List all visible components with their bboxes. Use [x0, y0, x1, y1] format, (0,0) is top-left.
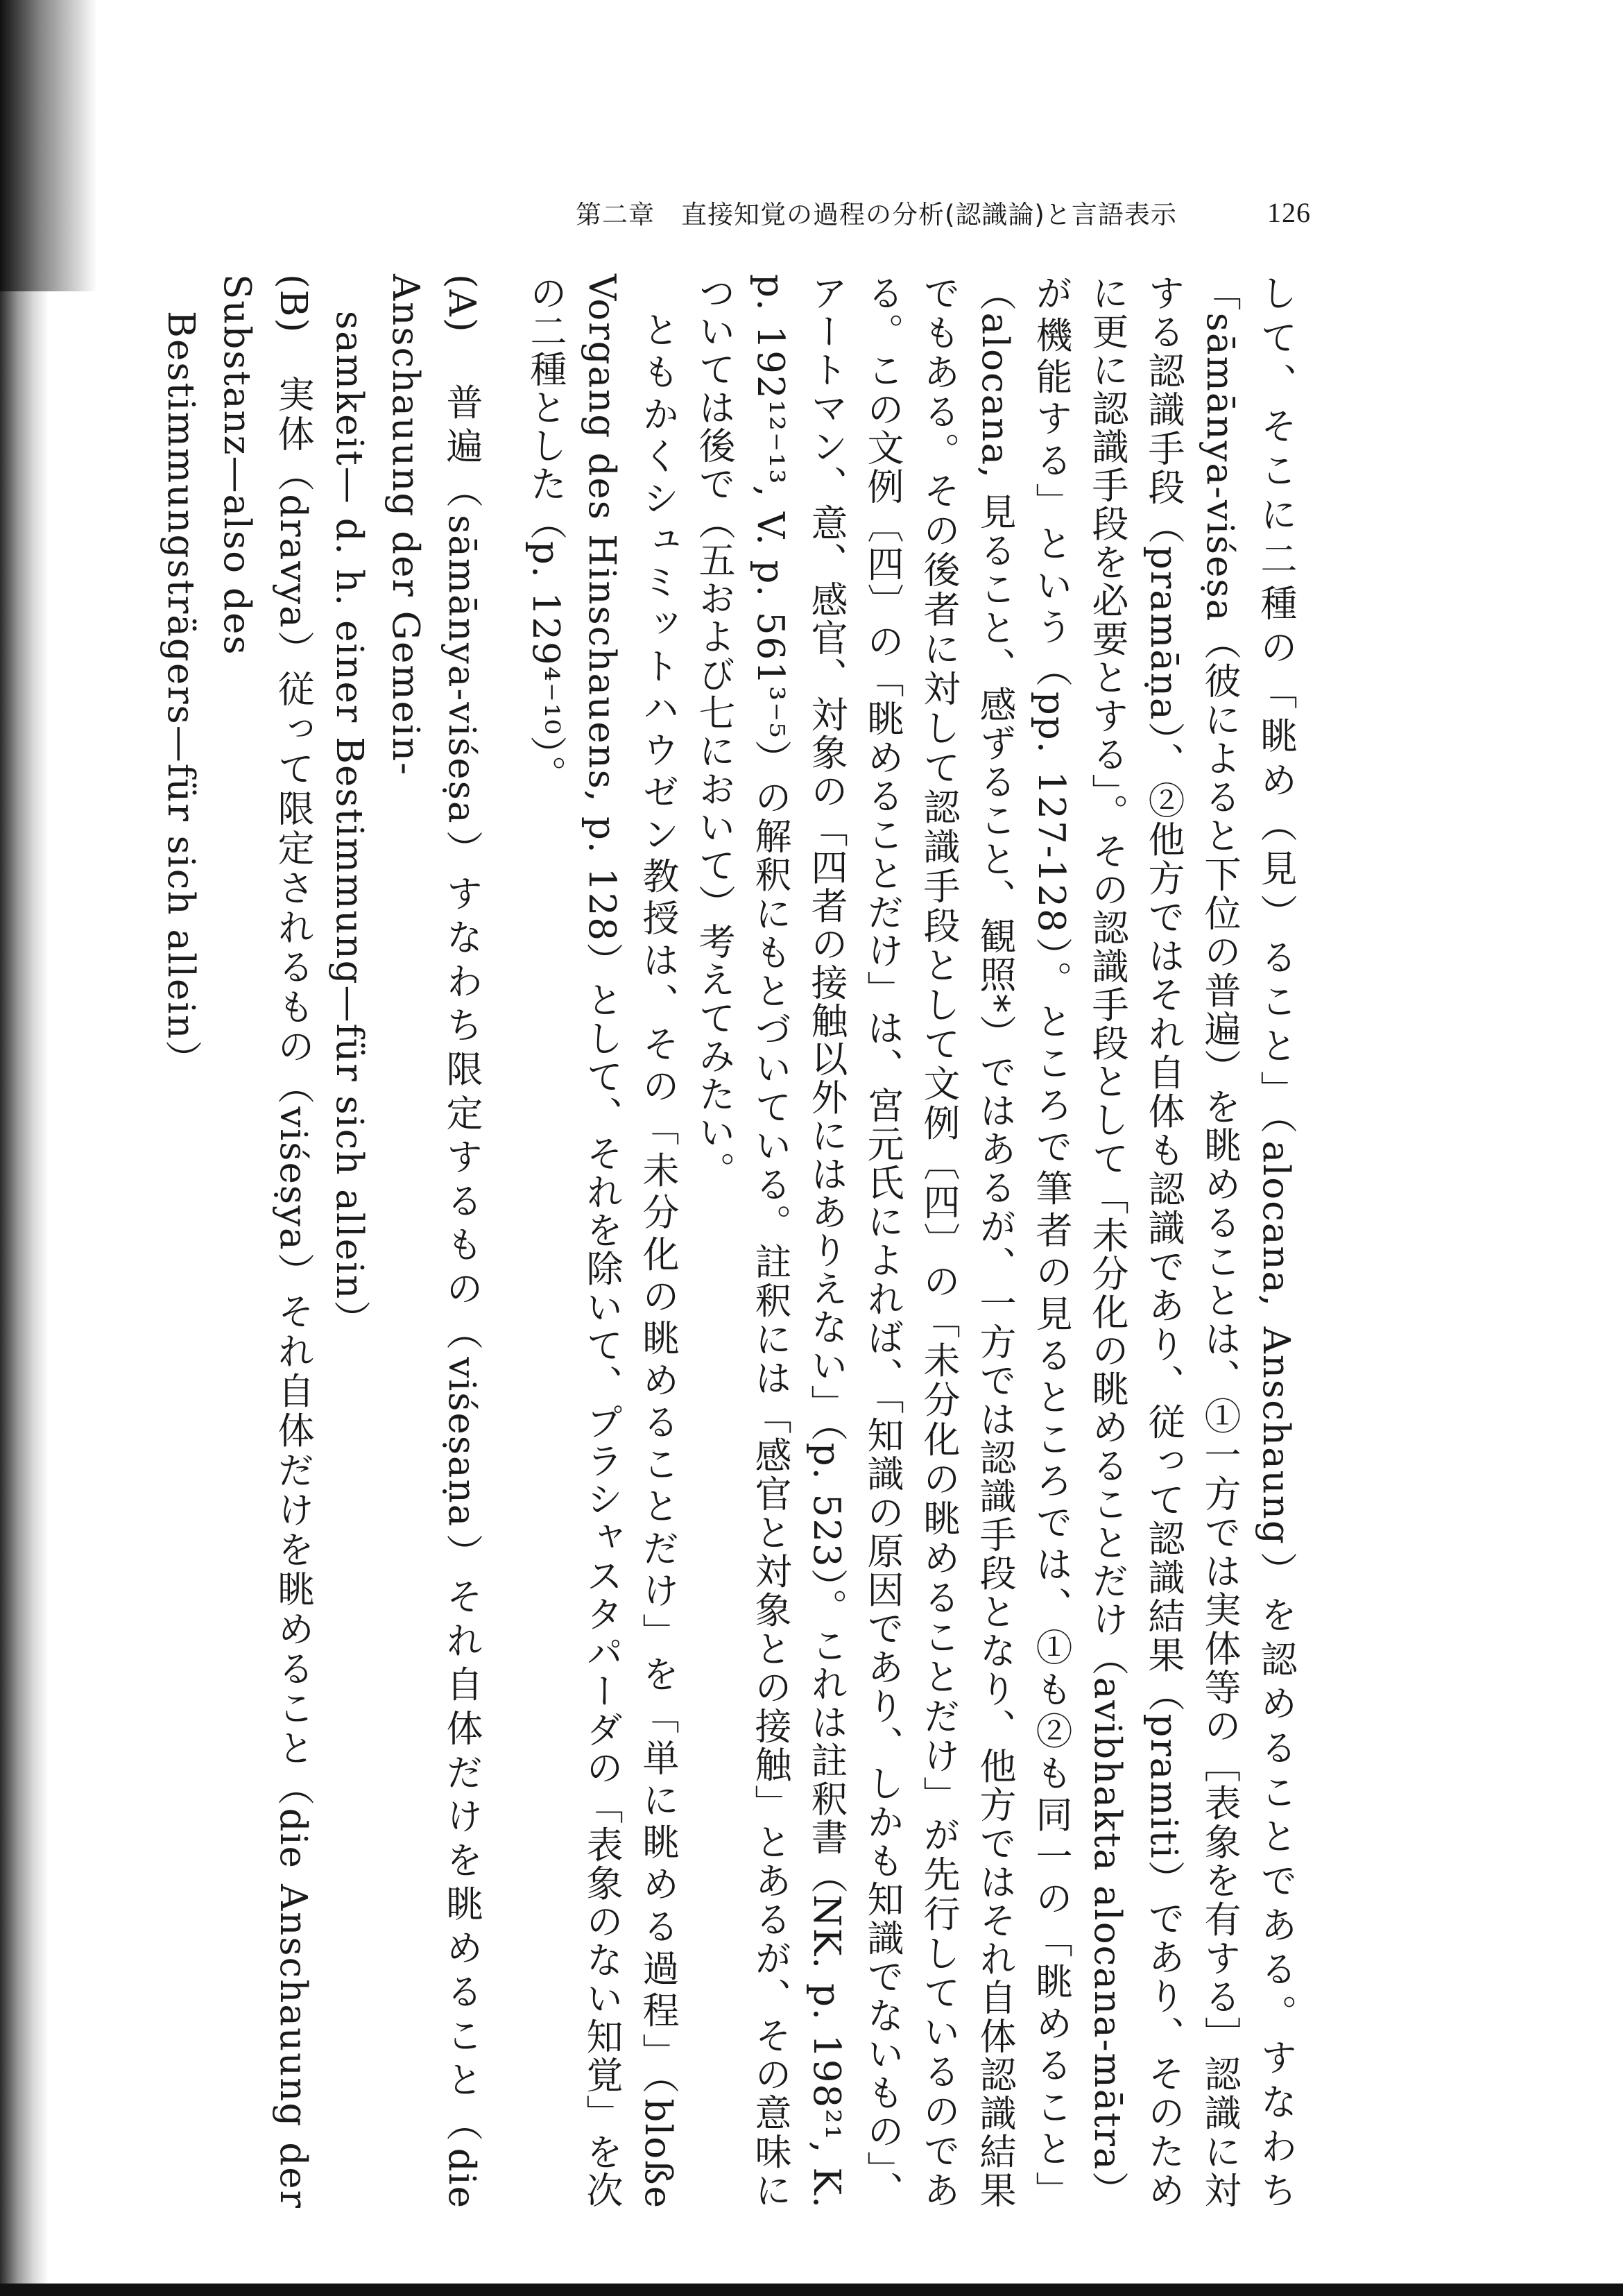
- list-item-b-continuation: Bestimmungsträgers—für sich allein）: [160, 311, 202, 1079]
- page-number: 126: [1267, 196, 1311, 228]
- paragraph-2: ともかくシュミットハウゼン教授は、その「未分化の眺めることだけ」を「単に眺める過程」（bloße Vorgang des Hinschauens, p. 128）として、それを除いて、プラシャスタパーダの「表象のない知覚」を次の二種とした（p. 129⁴⁻¹⁰）。: [524, 274, 679, 2209]
- body-text: [160, 274, 1304, 2210]
- chapter-title: 第二章 直接知覚の過程の分析(認識論)と言語表示: [576, 200, 1177, 230]
- bottom-scan-border: [0, 2284, 1623, 2296]
- scan-edge-shadow: [0, 0, 49, 2296]
- list-item-a-continuation: samkeit— d. h. einer Bestimmung—für sich allein）: [328, 311, 370, 1339]
- running-head: [576, 191, 1311, 233]
- scan-corner-shadow: [0, 0, 97, 291]
- list-item-a: (A) 普遍（sāmānya-viśeṣa）すなわち限定するもの（viśeṣaṇa）それ自体だけを眺めること（die Anschauung der Gemein-: [384, 274, 483, 2209]
- paragraph-1: して、そこに二種の「眺め（見）ること」（alocana, Anschaung）を認めることである。すなわち「sāmānya-viśeṣa（彼によると下位の普遍）を眺めることは、①一方では実体等の［表象を有する］認識に対する認識手段（pramāṇa）、②他方ではそれ自体も認識であり、従って認識結果（pramiti）であり、そのために更に認識手段を必要とする」。その認識手段として「未分化の眺めることだけ（avibhakta alocana-mātra）が機能する」という（pp. 127-128）。ところで筆者の見るところでは、①も②も同一の「眺めること」（alocana, 見ること、感ずること、観照*）ではあるが、一方では認識手段となり、他方ではそれ自体認識結果でもある。その後者に対して認識手段として文例〔四〕の「未分化の眺めることだけ」が先行しているのである。この文例〔四〕の「眺めることだけ」は、宮元氏によれば、「知識の原因であり、しかも知識でないもの」、アートマン、意、感官、対象の「四者の接触以外にはありえない」（p. 523）。これは註釈書（NK. p. 198²¹, K. p. 192¹²⁻¹³, V. p. 561³⁻⁵）の解釈にもとづいている。註釈には「感官と対象との接触」とあるが、その意味については後で（五および七において）考えてみたい。: [693, 274, 1297, 2210]
- list-item-b: (B) 実体（dravya）従って限定されるもの（viśeṣya）それ自体だけを眺めること（die Anschauung der Substanz—also des: [216, 274, 314, 2209]
